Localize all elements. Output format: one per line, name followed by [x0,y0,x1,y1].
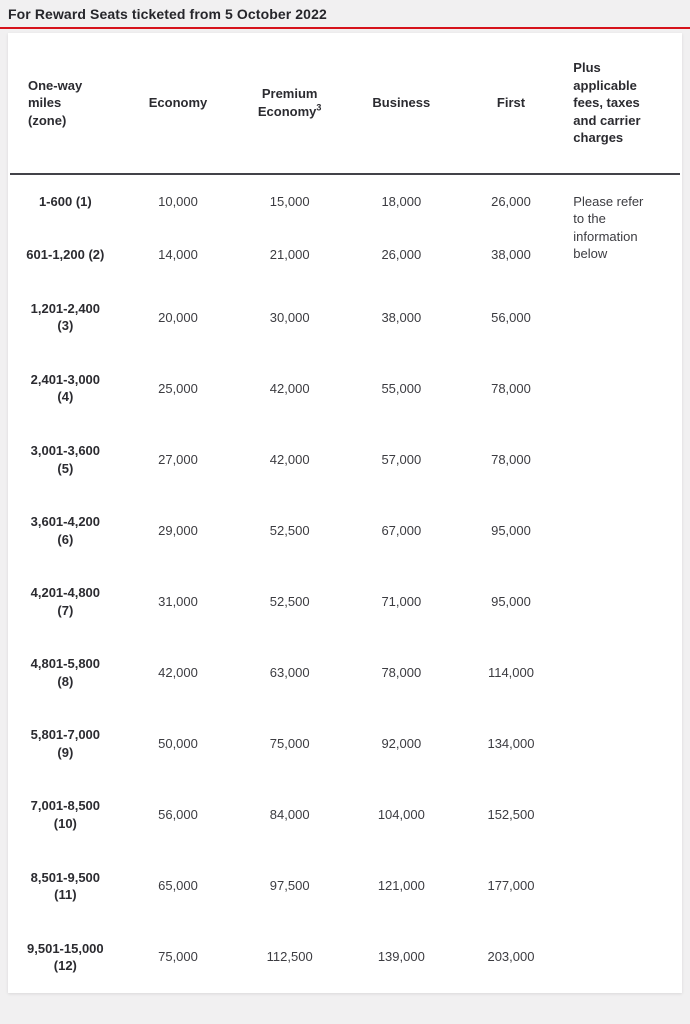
zone-cell: 3,001-3,600 (5) [30,443,101,476]
first-cell: 95,000 [491,522,531,538]
economy-cell: 42,000 [158,665,198,681]
zone-cell: 9,501-15,000 (12) [27,940,104,974]
premium-economy-cell: 97,500 [269,878,310,894]
title-underline [0,27,690,29]
zone-cell: 8,501-9,500 (11) [30,869,101,903]
premium-economy-cell: 21,000 [269,247,310,263]
table-body [10,174,680,993]
premium-economy-cell: 75,000 [269,736,310,752]
first-cell: 78,000 [491,380,531,396]
reward-seats-table [10,33,680,993]
page-title: For Reward Seats ticketed from 5 October 2022 [8,6,327,22]
business-cell: 38,000 [381,309,422,325]
header-premium-economy-label: Premium Economy [257,86,318,119]
first-cell: 203,000 [487,949,535,965]
business-cell: 57,000 [381,451,422,467]
economy-cell: 27,000 [158,451,198,467]
economy-cell: 25,000 [158,380,198,396]
business-cell: 26,000 [381,247,422,263]
first-cell: 26,000 [491,193,531,209]
first-cell: 95,000 [491,593,531,609]
premium-economy-cell: 52,500 [269,593,310,609]
first-cell: 134,000 [487,736,535,752]
zone-cell: 2,401-3,000 (4) [30,371,101,405]
first-cell: 114,000 [487,665,534,681]
economy-cell: 20,000 [158,309,198,325]
zone-cell: 5,801-7,000 (9) [30,727,101,760]
premium-economy-footnote-marker: 3 [316,102,322,113]
economy-cell: 50,000 [158,736,198,752]
header-row [10,33,680,174]
table-row [10,174,680,229]
first-cell: 152,500 [487,807,535,823]
first-cell: 78,000 [491,451,531,467]
zone-cell: 1-600 (1) [38,193,92,209]
premium-economy-cell: 84,000 [269,807,310,823]
zone-cell: 4,801-5,800 (8) [30,656,101,689]
business-cell: 55,000 [381,380,422,396]
business-cell: 18,000 [381,193,422,209]
header-first: First [457,33,566,174]
first-cell: 38,000 [491,247,531,263]
zone-cell: 7,001-8,500 (10) [30,798,101,832]
business-cell: 78,000 [381,665,422,681]
premium-economy-cell: 15,000 [269,193,310,209]
zone-cell: 3,601-4,200 (6) [30,514,101,547]
first-cell: 56,000 [491,309,531,325]
zone-cell: 601-1,200 (2) [26,247,105,263]
economy-cell: 31,000 [158,593,198,609]
business-cell: 71,000 [381,593,422,609]
premium-economy-cell: 112,500 [266,949,313,965]
economy-cell: 65,000 [158,878,198,894]
first-cell: 177,000 [487,878,535,894]
header-fees: Plus applicable fees, taxes and carrier charges [565,33,680,174]
premium-economy-cell: 30,000 [269,309,310,325]
business-cell: 92,000 [381,736,422,752]
fees-note: Please refer to the information below [573,193,644,262]
header-one-way-miles: One-way miles (zone) [10,33,123,174]
economy-cell: 56,000 [158,807,198,823]
premium-economy-cell: 63,000 [269,665,310,681]
economy-cell: 14,000 [158,247,198,263]
business-cell: 104,000 [377,807,425,823]
premium-economy-cell: 42,000 [269,380,310,396]
header-business: Business [346,33,457,174]
table-header [10,33,680,174]
business-cell: 139,000 [377,949,425,965]
title-bar [0,0,690,27]
economy-cell: 10,000 [158,193,198,209]
zone-cell: 1,201-2,400 (3) [30,300,101,334]
economy-cell: 75,000 [158,949,198,965]
reward-table-card [8,33,682,993]
header-economy: Economy [123,33,234,174]
economy-cell: 29,000 [158,522,198,538]
premium-economy-cell: 52,500 [269,522,310,538]
zone-cell: 4,201-4,800 (7) [30,585,101,618]
header-premium-economy [233,33,346,174]
business-cell: 121,000 [377,878,425,894]
business-cell: 67,000 [381,522,422,538]
premium-economy-cell: 42,000 [269,451,310,467]
